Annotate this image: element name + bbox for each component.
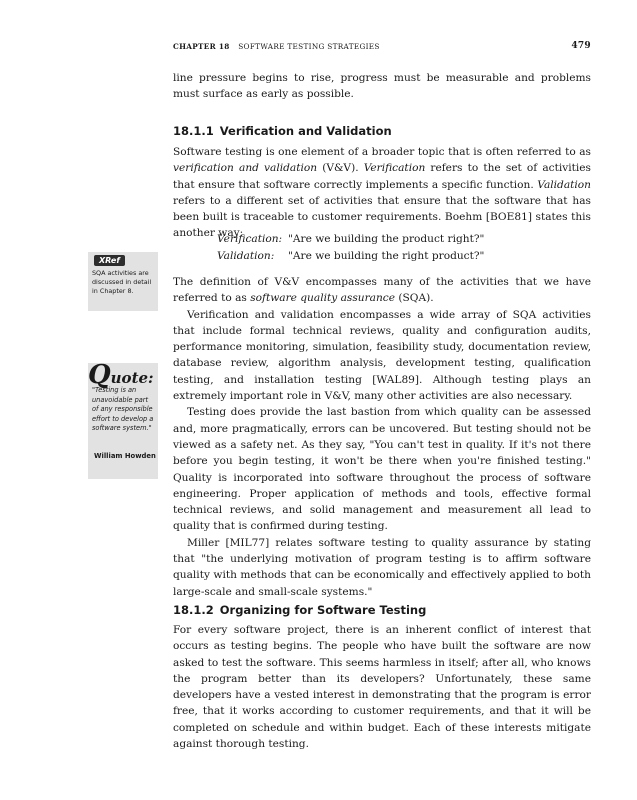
xref-label: XRef — [94, 255, 125, 266]
section-number: 18.1.1 — [173, 124, 214, 138]
quote-author: William Howden — [94, 452, 156, 460]
sqa-activities-paragraph: Verification and validation encompasses a wide array of SQA activities that include formal technical reviews, quality and configuration audits, performance monitoring, simulation, feasibility study, documentation review, database review, algorithm analysis, development testing, qualification testing, and installation testing [WAL89]. Although testing plays an extremely important role in V&V, many other activities are also necessary. — [173, 308, 591, 403]
quote-label: Quote: — [88, 360, 154, 390]
xref-sidebar — [88, 252, 158, 311]
section-number: 18.1.2 — [173, 603, 214, 617]
miller-paragraph: Miller [MIL77] relates software testing to quality assurance by stating that "the underlying motivation of program testing is to affirm software quality with methods that can be economically and effectively applied to both large-scale and small-scale systems." — [173, 536, 591, 598]
section-title: Verification and Validation — [219, 124, 392, 138]
validation-question: "Are we building the right product?" — [288, 250, 485, 262]
validation-line — [217, 250, 484, 262]
quote-sidebar — [88, 360, 158, 479]
verification-line — [217, 233, 484, 245]
organizing-paragraph: For every software project, there is an inherent conflict of interest that occurs as testing begins. The people who have built the software are now asked to test the software. This seems harmless in itself; after all, who knows the program better than its developers? Unfortunately, these same developers have a vested interest in demonstrating that the program is error free, that it works according to customer requirements, and that it will be completed on schedule and within budget. Each of these interests mitigate against thorough testing. — [173, 624, 591, 751]
section-heading-18-1-1 — [173, 124, 392, 138]
chapter-title: SOFTWARE TESTING STRATEGIES — [238, 42, 380, 51]
verification-label: Verification: — [217, 233, 283, 245]
testing-bastion-paragraph: Testing does provide the last bastion from which quality can be assessed and, more pragmatically, errors can be uncovered. But testing should not be viewed as a safety net. As they say, "You can't test in quality. If it's not there before you begin testing, it won't be there when you're finished testing." Quality is incorporated into software throughout the process of software engineering. Proper application of methods and tools, effective formal technical reviews, and solid management and measurement all lead to quality that is confirmed during testing. — [173, 406, 591, 533]
verification-question: "Are we building the product right?" — [288, 233, 485, 245]
validation-label: Validation: — [217, 250, 275, 262]
section-heading-18-1-2 — [173, 603, 426, 617]
chapter-label: CHAPTER 18 — [173, 42, 230, 51]
intro-block — [173, 70, 591, 103]
organizing-block — [173, 622, 591, 752]
vv-paragraph: Software testing is one element of a broader topic that is often referred to as verification and validation (V&V). Verification refers to the set of activities that ensure that software correctly implements a specific function. Validation refers to a different set of activities that ensure that the software that has been built is traceable to customer requirements. Boehm [BOE81] states this another way: — [173, 146, 591, 240]
vv-intro-block — [173, 144, 591, 242]
vv-definition-paragraph: The definition of V&V encompasses many of the activities that we have referred to as software quality assurance (SQA). — [173, 276, 591, 305]
intro-paragraph: line pressure begins to rise, progress must be measurable and problems must surface as early as possible. — [173, 72, 591, 101]
quote-text: "Testing is an unavoidable part of any responsible effort to develop a software system." — [92, 386, 154, 433]
section-title: Organizing for Software Testing — [219, 603, 427, 617]
xref-text: SQA activities are discussed in detail in Chapter 8. — [92, 269, 152, 295]
body-block — [173, 274, 591, 600]
running-header — [173, 42, 591, 56]
page-number: 479 — [571, 41, 591, 51]
